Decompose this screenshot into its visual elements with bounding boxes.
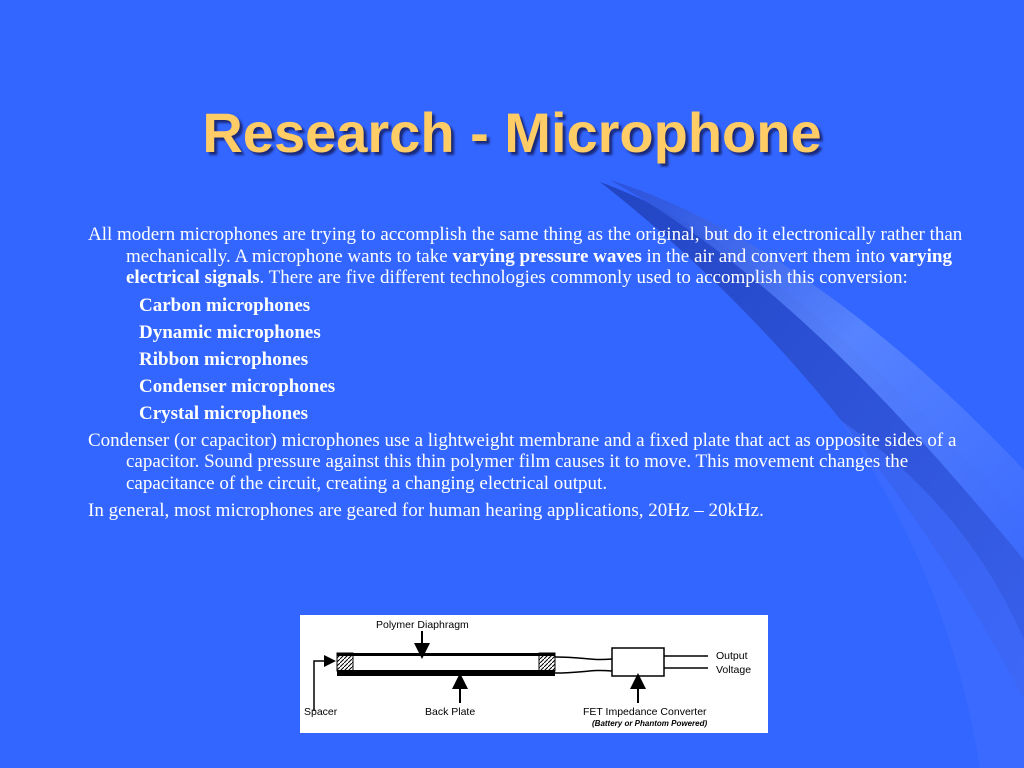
intro-text-1: All modern microphones are trying to accomplish the same thing as the original, but do it electronically rather than mechanically. A microphone wants to take <box>88 224 963 267</box>
technology-item: Ribbon microphones <box>139 348 309 370</box>
back-plate <box>337 670 555 676</box>
technology-item: Dynamic microphones <box>139 321 321 343</box>
output-label-1: Output <box>716 650 748 662</box>
intro-text-3: . There are five different technologies commonly used to accomplish this conversion: <box>259 267 908 288</box>
intro-bold-2: varying electrical signals <box>126 245 952 288</box>
condenser-diagram-svg <box>300 615 768 733</box>
spacer-left <box>337 653 353 671</box>
spacer-label: Spacer <box>304 706 338 718</box>
back-plate-label: Back Plate <box>425 706 476 718</box>
slide-body <box>88 224 968 528</box>
technology-item: Condenser microphones <box>139 375 336 397</box>
condenser-diagram <box>300 615 768 733</box>
technology-item: Carbon microphones <box>139 294 311 316</box>
intro-text-2: in the air and convert them into <box>641 245 890 267</box>
spacer-right <box>539 653 555 671</box>
condenser-paragraph: Condenser (or capacitor) microphones use a lightweight membrane and a fixed plate that act as opposite sides of a capacitor. Sound pressure against this thin polymer film causes it to move. This movement changes the capacitance of the circuit, creating a changing electrical output. <box>88 429 957 494</box>
intro-bold-1: varying pressure waves <box>452 245 642 267</box>
slide-title: Research - Microphone <box>202 101 822 164</box>
output-label-2: Voltage <box>716 664 752 676</box>
fet-box <box>612 648 664 676</box>
hearing-paragraph: In general, most microphones are geared for human hearing applications, 20Hz – 20kHz. <box>88 500 764 521</box>
intro-paragraph <box>88 224 968 289</box>
fet-note-label: (Battery or Phantom Powered) <box>592 719 708 728</box>
diaphragm-film <box>337 653 555 656</box>
diaphragm-label: Polymer Diaphragm <box>376 619 469 631</box>
fet-label: FET Impedance Converter <box>583 706 707 718</box>
technology-item: Crystal microphones <box>139 402 309 424</box>
